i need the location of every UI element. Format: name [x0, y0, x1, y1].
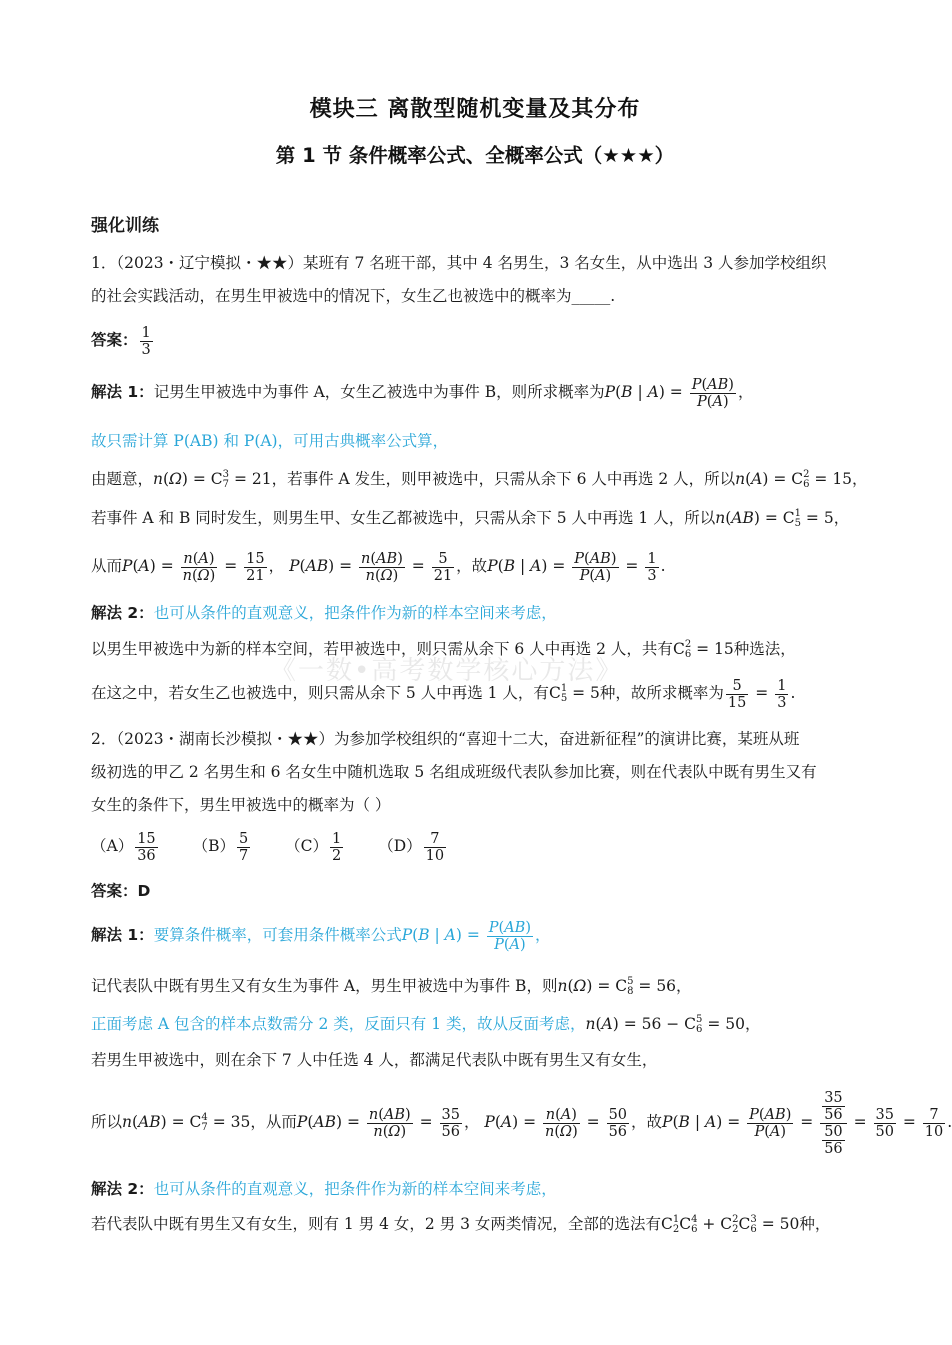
q2-option-d-num: 7 — [424, 831, 446, 848]
q1-text-a1: 由题意， — [91, 470, 154, 488]
q2-line1: 2．（2023・湖南长沙模拟・★★）为参加学校组织的“喜迎十二大，奋进新征程”的演讲比赛，某班从班 — [91, 730, 800, 748]
q1-text-c1: 从而 — [91, 557, 123, 575]
q2-method2-blue: 也可从条件的直观意义，把条件作为新的样本空间来考虑， — [153, 1180, 557, 1198]
q2-option-b-den: 7 — [238, 847, 249, 864]
q2-text-a: 记代表队中既有男生又有女生为事件 A，男生甲被选中为事件 B，则 — [91, 977, 558, 995]
q2-line-d: 所以n(AB) = C 4 7 = 35，从而P(AB) = $\frac{n(AB)}{n(\Omega)}$ = $\frac{35}{56}$ ， P(A) = $\frac{n(A)}{n(\Omega)}$ = $\frac{50}{56}$ ，故P(B | A) = $\frac{P(AB)}{P(A)}$ = $\frac{\frac{35}{56}}{\frac{50}{56}}$ = $\frac{35}{50}$ = $\frac{7}{10}$ . — [91, 1089, 952, 1157]
q2-text-d3: ，故 — [631, 1113, 663, 1131]
q2-option-c-den: 2 — [332, 847, 342, 864]
q2-line-b: 正面考虑 A 包含的样本点数需分 2 类，反面只有 1 类，故从反面考虑，n(A) = 56 − C 5 6 = 50， — [91, 1014, 761, 1035]
q2-line-c: 若男生甲被选中，则在余下 7 人中任选 4 人，都满足代表队中既有男生又有女生， — [91, 1051, 658, 1069]
q1-answer — [91, 320, 862, 360]
q2-text-d2: ，从而 — [250, 1113, 297, 1131]
q1-method2 — [91, 602, 862, 624]
q2-option-d[interactable] — [378, 826, 448, 866]
q1-text-e1: 在这之中，若女生乙也被选中，则只需从余下 5 人中再选 1 人，有 — [91, 684, 549, 702]
q2-option-d-den: 10 — [425, 847, 445, 864]
q2-option-c[interactable] — [285, 826, 345, 866]
q2-line2: 级初选的甲乙 2 名男生和 6 名女生中随机选取 5 名组成班级代表队参加比赛，则在代表队中既有男生又有 — [91, 763, 817, 781]
q1-line-a: 由题意，n(Ω) = C 3 7 = 21，若事件 A 发生，则甲被选中，只需从余下 6 人中再选 2 人，所以n(A) = C 2 6 = 15， — [91, 469, 868, 490]
q1-method1-label: 解法 1： — [91, 383, 154, 401]
q1-text-d1: 以男生甲被选中为新的样本空间，若甲被选中，则只需从余下 6 人中再选 2 人，共有 — [91, 640, 673, 658]
q2-line-a: 记代表队中既有男生又有女生为事件 A，男生甲被选中为事件 B，则n(Ω) = C 5 8 = 56， — [91, 976, 692, 997]
q2-options — [91, 826, 862, 866]
q2-text-e1: 若代表队中既有男生又有女生，则有 1 男 4 女，2 男 3 女两类情况，全部的选法有 — [91, 1215, 661, 1233]
q1-blue-note: 故只需计算 P(AB) 和 P(A)，可用古典概率公式算， — [91, 432, 449, 450]
watermark: 《一数•高考数学核心方法》 — [270, 656, 624, 686]
section-heading: 强化训练 — [91, 216, 159, 236]
q2-option-a[interactable] — [91, 826, 160, 866]
q1-method1-text: 记男生甲被选中为事件 A，女生乙被选中为事件 B，则所求概率为 — [153, 383, 605, 401]
q1-line-c: 从而P(A) = $\frac{n(A)}{n(\Omega)}$ = $\frac{15}{21}$ ， P(AB) = $\frac{n(AB)}{n(\Omega)}$ = $\frac{5}{21}$ ，故P(B | A) = $\frac{P(AB)}{P(A)}$ = $\frac{1}{3}$ . — [91, 550, 666, 584]
q1-method1: 解法 1：记男生甲被选中为事件 A，女生乙被选中为事件 B，则所求概率为P(B | A) = $\frac{P(AB)}{P(A)}$ ， — [91, 376, 754, 410]
q2-line-e: 若代表队中既有男生又有女生，则有 1 男 4 女，2 男 3 女两类情况，全部的选法有C 1 2 C 4 6 + C 2 2 C 3 6 = 50种， — [91, 1214, 831, 1235]
q2-option-b-label: （B） — [192, 837, 235, 855]
q2-option-b-num: 5 — [238, 830, 249, 847]
q2-option-c-label: （C） — [285, 837, 329, 855]
q1-line-b: 若事件 A 和 B 同时发生，则男生甲、女生乙都被选中，只需从余下 5 人中再选 1 人，所以n(AB) = C 1 5 = 5， — [91, 508, 850, 529]
q2-option-c-num: 1 — [332, 830, 342, 847]
q2-method1-label: 解法 1： — [91, 926, 154, 944]
q2-text-e2: 种， — [799, 1215, 831, 1233]
q1-line2: 的社会实践活动，在男生甲被选中的情况下，女生乙也被选中的概率为_____. — [91, 287, 616, 305]
q1-text-b1: 若事件 A 和 B 同时发生，则男生甲、女生乙都被选中，只需从余下 5 人中再选 1 人，所以 — [91, 509, 716, 527]
q1-formula-frac: $\frac{P(AB)}{P(A)}$ — [691, 376, 734, 410]
q1-text-e2: 种，故所求概率为 — [599, 684, 724, 702]
q1-method2-blue: 也可从条件的直观意义，把条件作为新的样本空间来考虑， — [153, 604, 557, 622]
q2-method1-blue: 要算条件概率，可套用条件概率公式 — [153, 926, 402, 944]
q2-text-d1: 所以 — [91, 1113, 123, 1131]
q2-answer: 答案：D — [91, 882, 151, 900]
q2-method2-label: 解法 2： — [91, 1180, 154, 1198]
q1-answer-fraction — [140, 325, 153, 358]
q1-line-d: 以男生甲被选中为新的样本空间，若甲被选中，则只需从余下 6 人中再选 2 人，共有C 2 6 = 15种选法， — [91, 639, 796, 660]
q2-option-a-den: 36 — [137, 847, 156, 864]
q1-answer-label: 答案： — [91, 331, 138, 349]
q2-line3: 女生的条件下，男生甲被选中的概率为（ ） — [91, 796, 391, 814]
section-title: 第 1 节 条件概率公式、全概率公式（★★★） — [275, 144, 675, 167]
q1-method2-label: 解法 2： — [91, 604, 154, 622]
q2-option-a-num: 15 — [137, 830, 156, 847]
q2-option-b[interactable] — [193, 826, 253, 866]
q1-answer-num: 1 — [141, 324, 151, 341]
q2-option-a-label: （A） — [91, 837, 134, 855]
q1-text-a2: ，若事件 A 发生，则甲被选中，只需从余下 6 人中再选 2 人，所以 — [271, 470, 736, 488]
q1-answer-den: 3 — [141, 341, 151, 358]
q2-method2 — [91, 1178, 862, 1200]
q1-line-e: 在这之中，若女生乙也被选中，则只需从余下 5 人中再选 1 人，有C 1 5 = 5种，故所求概率为 $\frac{5}{15}$ = $\frac{1}{3}$ . — [91, 677, 796, 711]
q2-method1: 解法 1：要算条件概率，可套用条件概率公式P(B | A) = $\frac{P(AB)}{P(A)}$ ， — [91, 919, 551, 953]
q2-text-b-blue: 正面考虑 A 包含的样本点数需分 2 类，反面只有 1 类，故从反面考虑， — [91, 1015, 586, 1033]
module-title: 模块三 离散型随机变量及其分布 — [309, 97, 641, 122]
q1-text-d2: 种选法， — [733, 640, 796, 658]
q1-text-c2: ，故 — [456, 557, 488, 575]
q1-line1: 1．（2023・辽宁模拟・★★）某班有 7 名班干部，其中 4 名男生，3 名女生，从中选出 3 人参加学校组织 — [91, 254, 827, 272]
q2-option-d-label: （D） — [378, 837, 422, 855]
